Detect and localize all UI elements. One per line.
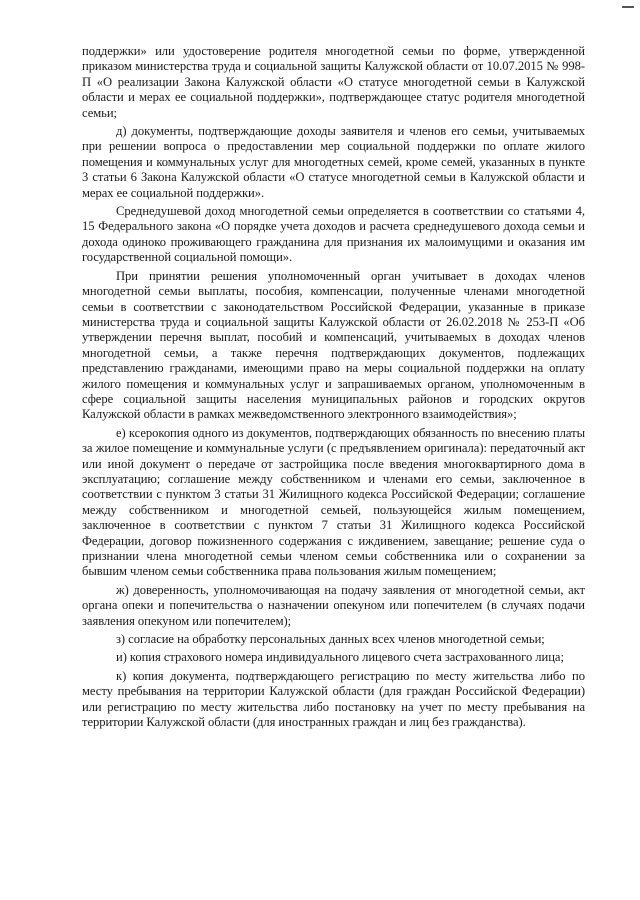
paragraph-item-d: д) документы, подтверждающие доходы заявителя и членов его семьи, учитываемых при решении вопроса о предоставлении мер социальной поддержки по оплате жилого помещения и коммунальных услуг для многодетных семей, кроме семей, указанных в пункте 3 статьи 6 Закона Калужской области «О статусе многодетной семьи в Калужской области и мерах ее социальной поддержки». [82,124,585,200]
document-page [82,44,585,733]
paragraph-item-k: к) копия документа, подтверждающего регистрацию по месту жительства либо по месту пребывания на территории Калужской области (для граждан Российской Федерации) или регистрацию по месту жительства либо постановку на учет по месту пребывания на территории Калужской области (для иностранных граждан и лиц без гражданства). [82,668,585,730]
paragraph-decision: При принятии решения уполномоченный орган учитывает в доходах членов многодетной семьи выплаты, пособия, компенсации, полученные членами многодетной семьи в соответствии с законодательством Российской Федерации, указанные в приказе министерства труда и социальной защиты Калужской области от 26.02.2018 № 253-П «Об утверждении перечня выплат, пособий и компенсаций, учитываемых в доходах членов многодетной семьи, а также перечня подтверждающих документов, подлежащих представлению гражданами, имеющими право на меры социальной поддержки на оплату жилого помещения и коммунальных услуг и запрашиваемых органом, уполномоченным в сфере социальной защиты населения муниципальных районов и городских округов Калужской области в рамках межведомственного электронного взаимодействия»; [82,268,585,422]
paragraph-item-zh: ж) доверенность, уполномочивающая на подачу заявления от многодетной семьи, акт органа опеки и попечительства о назначении опекуном или попечителем (в случаях подачи заявления опекуном или попечителем); [82,582,585,628]
paragraph-item-z: з) согласие на обработку персональных данных всех членов многодетной семьи; [116,632,545,647]
paragraph-item-e: е) ксерокопия одного из документов, подтверждающих обязанность по внесению платы за жилое помещение и коммунальные услуги (с предъявлением оригинала): передаточный акт или иной документ о передаче от застройщика после введения многоквартирного дома в эксплуатацию; соглашение между собственником и членами его семьи, заключенное в соответствии с пунктом 3 статьи 31 Жилищного кодекса Российской Федерации; соглашение между собственником и многодетной семьей, пользующейся жилым помещением, заключенное в соответствии с пунктом 7 статьи 31 Жилищного кодекса Российской Федерации, договор пожизненного содержания с иждивением, завещание; решение суда о признании члена многодетной семьи членом семьи собственника или о сохранении за бывшим членом семьи собственника права пользования жилым помещением; [82,425,585,579]
paragraph-item-i: и) копия страхового номера индивидуального лицевого счета застрахованного лица; [116,650,564,665]
paragraph-continuation: поддержки» или удостоверение родителя многодетной семьи по форме, утвержденной приказом министерства труда и социальной защиты Калужской области от 10.07.2015 № 998-П «О реализации Закона Калужской области «О статусе многодетной семьи в Калужской области и мерах ее социальной поддержки», подтверждающее статус родителя многодетной семьи; [82,44,585,120]
paragraph-average-income: Среднедушевой доход многодетной семьи определяется в соответствии со статьями 4, 15 Федерального закона «О порядке учета доходов и расчета среднедушевого дохода семьи и дохода одиноко проживающего гражданина для признания их малоимущими и оказания им государственной социальной помощи». [82,204,585,265]
scan-mark [622,6,634,8]
